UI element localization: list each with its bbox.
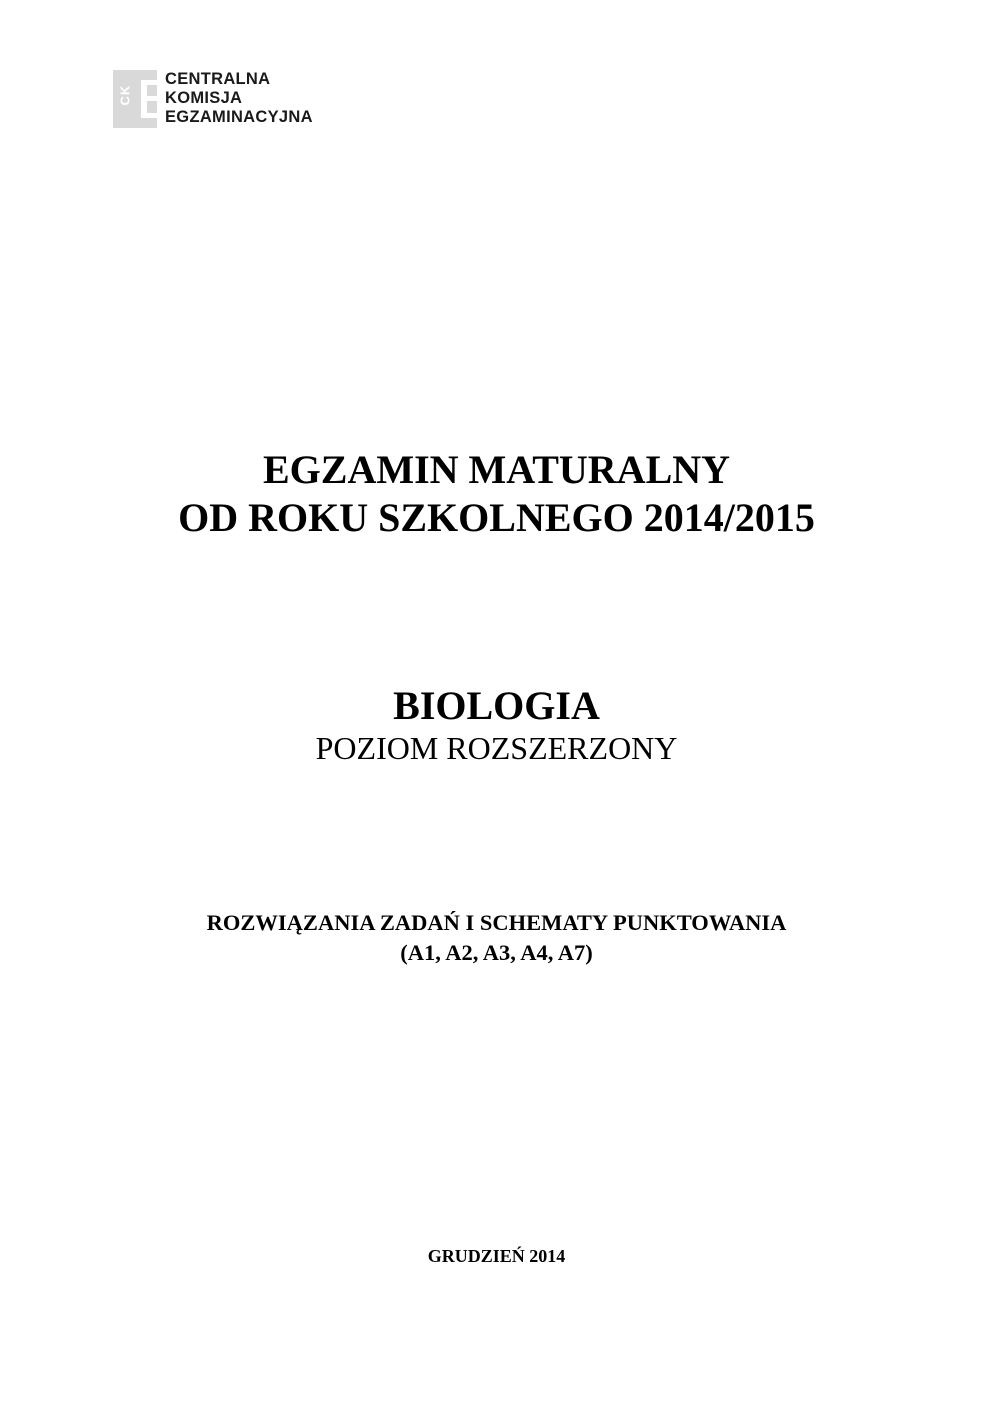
logo-line-komisja: KOMISJA — [165, 89, 243, 107]
solutions-line-1: ROZWIĄZANIA ZADAŃ I SCHEMATY PUNKTOWANIA — [206, 910, 787, 935]
logo-e-top-bar — [141, 80, 157, 85]
solutions-line-2: (A1, A2, A3, A4, A7) — [400, 940, 593, 965]
cke-logo-text — [165, 70, 313, 127]
cke-logo-mark — [113, 70, 157, 128]
cke-logo-mark-text: CK — [117, 84, 133, 106]
logo-e-middle-bar — [141, 96, 157, 101]
logo-line-egzaminacyjna: EGZAMINACYJNA — [165, 108, 313, 126]
subject-heading: BIOLOGIA — [393, 683, 600, 728]
cke-logo — [113, 70, 313, 128]
title-line-2: OD ROKU SZKOLNEGO 2014/2015 — [178, 495, 815, 540]
title-line-1: EGZAMIN MATURALNY — [262, 447, 731, 492]
document-title — [0, 446, 993, 542]
document-date: GRUDZIEŃ 2014 — [427, 1246, 566, 1266]
logo-line-centralna: CENTRALNA — [165, 70, 271, 88]
logo-e-bottom-bar — [141, 113, 157, 118]
solutions-heading — [0, 908, 993, 968]
level-heading: POZIOM ROZSZERZONY — [315, 730, 678, 766]
